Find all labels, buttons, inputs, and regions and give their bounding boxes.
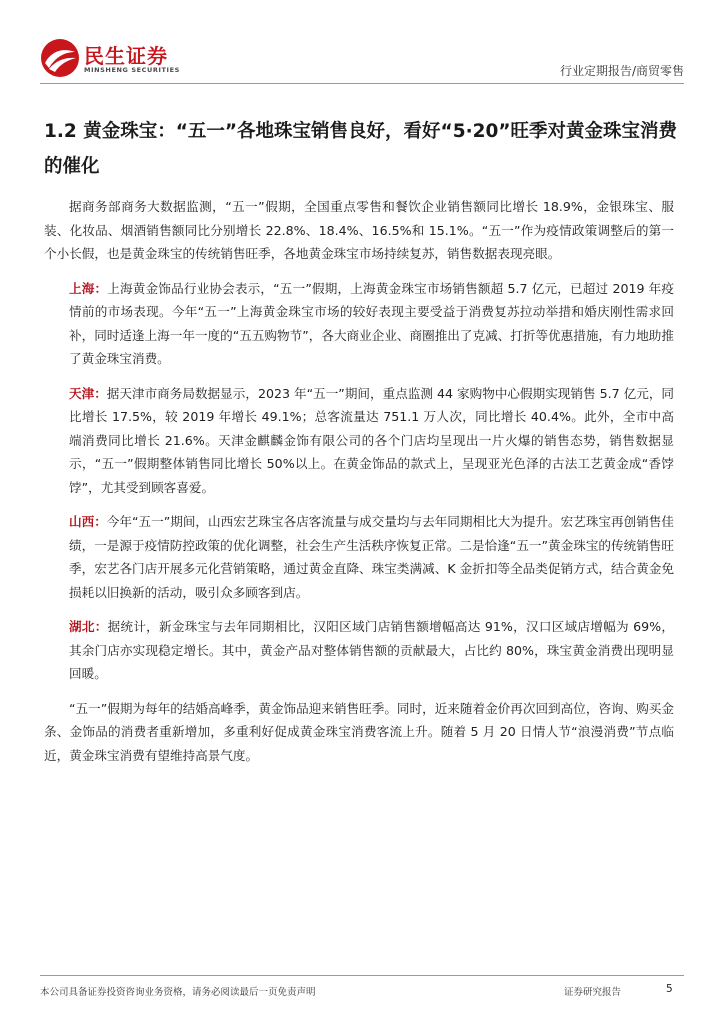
shanghai-text: 上海黄金饰品行业协会表示，“五一”假期，上海黄金珠宝市场销售额超 5.7 亿元，已超过 2019 年疫情前的市场表现。今年“五一”上海黄金珠宝市场的较好表现主要受益于消费复苏拉动举措和婚庆刚性需求回补，同时适逢上海一年一度的“五五购物节”，各大商业企业、商圈推出了克减、打折等优惠措施，有力地助推了黄金珠宝消费。 <box>69 280 675 366</box>
logo-chinese-name: 民生证券 <box>84 44 168 68</box>
tianjin-text: 据天津市商务局数据显示，2023 年“五一”期间，重点监测 44 家购物中心假期实现销售 5.7 亿元，同比增长 17.5%，较 2019 年增长 49.1%；总客流量达 751.1 万人次，同比增长 40.4%。此外，全市中高端消费同比增长 21.6%。天津金麒麟金饰有限公司的各个门店均呈现出一片火爆的销售态势，销售数据显示，“五一”假期整体销售同比增长 50%以上。在黄金饰品的款式上，呈现亚光色泽的古法工艺黄金成“香饽饽”，尤其受到顾客喜爱。 <box>69 385 675 495</box>
footer-divider <box>40 975 684 976</box>
header-divider <box>40 83 684 84</box>
footer-disclaimer: 本公司具备证券投资咨询业务资格，请务必阅读最后一页免责声明 <box>40 987 316 998</box>
shanxi-text: 今年“五一”期间，山西宏艺珠宝各店客流量与成交量均与去年同期相比大为提升。宏艺珠宝再创销售佳绩，一是源于疫情防控政策的优化调整，社会生产生活秩序恢复正常。二是恰逢“五一”黄金珠宝的传统销售旺季，宏艺各门店开展多元化营销策略，通过黄金直降、珠宝类满减、K 金折扣等全品类促销方式，结合黄金免损耗以旧换新的活动，吸引众多顾客到店。 <box>69 514 674 600</box>
tianjin-label: 天津： <box>69 385 107 401</box>
logo-english-name: MINSHENG SECURITIES <box>84 66 180 74</box>
report-type-label: 行业定期报告/商贸零售 <box>559 64 684 78</box>
intro-paragraph: 据商务部商务大数据监测，“五一”假期，全国重点零售和餐饮企业销售额同比增长 18.9%，金银珠宝、服装、化妆品、烟酒销售额同比分别增长 22.8%、18.4%、16.5%和 15.1%。“五一”作为疫情政策调整后的第一个小长假，也是黄金珠宝的传统销售旺季，各地黄金珠宝市场持续复苏，销售数据表现亮眼。 <box>44 199 674 261</box>
hubei-label: 湖北： <box>69 619 108 634</box>
shanghai-paragraph <box>44 277 674 371</box>
section-heading: 1.2 黄金珠宝：“五一”各地珠宝销售良好，看好“5·20”旺季对黄金珠宝消费的催化 <box>44 121 677 177</box>
page-number: 5 <box>666 983 673 995</box>
shanghai-label: 上海： <box>69 280 108 296</box>
shanxi-label: 山西： <box>69 514 107 529</box>
page-header <box>0 0 724 90</box>
minsheng-logo-icon <box>40 38 80 78</box>
shanxi-paragraph <box>44 510 674 604</box>
company-logo <box>40 38 180 78</box>
tianjin-paragraph <box>44 382 674 500</box>
report-body <box>44 195 674 778</box>
footer-report-label: 证券研究报告 <box>564 987 622 998</box>
hubei-paragraph <box>44 615 674 686</box>
closing-paragraph: “五一”假期为每年的结婚高峰季，黄金饰品迎来销售旺季。同时，近来随着金价再次回到高位，咨询、购买金条、金饰品的消费者重新增加，多重利好促成黄金珠宝消费客流上升。随着 5 月 20 日情人节“浪漫消费”节点临近，黄金珠宝消费有望维持高景气度。 <box>44 700 674 763</box>
hubei-text: 据统计，新金珠宝与去年同期相比，汉阳区域门店销售额增幅高达 91%，汉口区域店增幅为 69%，其余门店亦实现稳定增长。其中，黄金产品对整体销售额的贡献最大，占比约 80%，珠宝黄金消费出现明显回暖。 <box>69 619 674 681</box>
